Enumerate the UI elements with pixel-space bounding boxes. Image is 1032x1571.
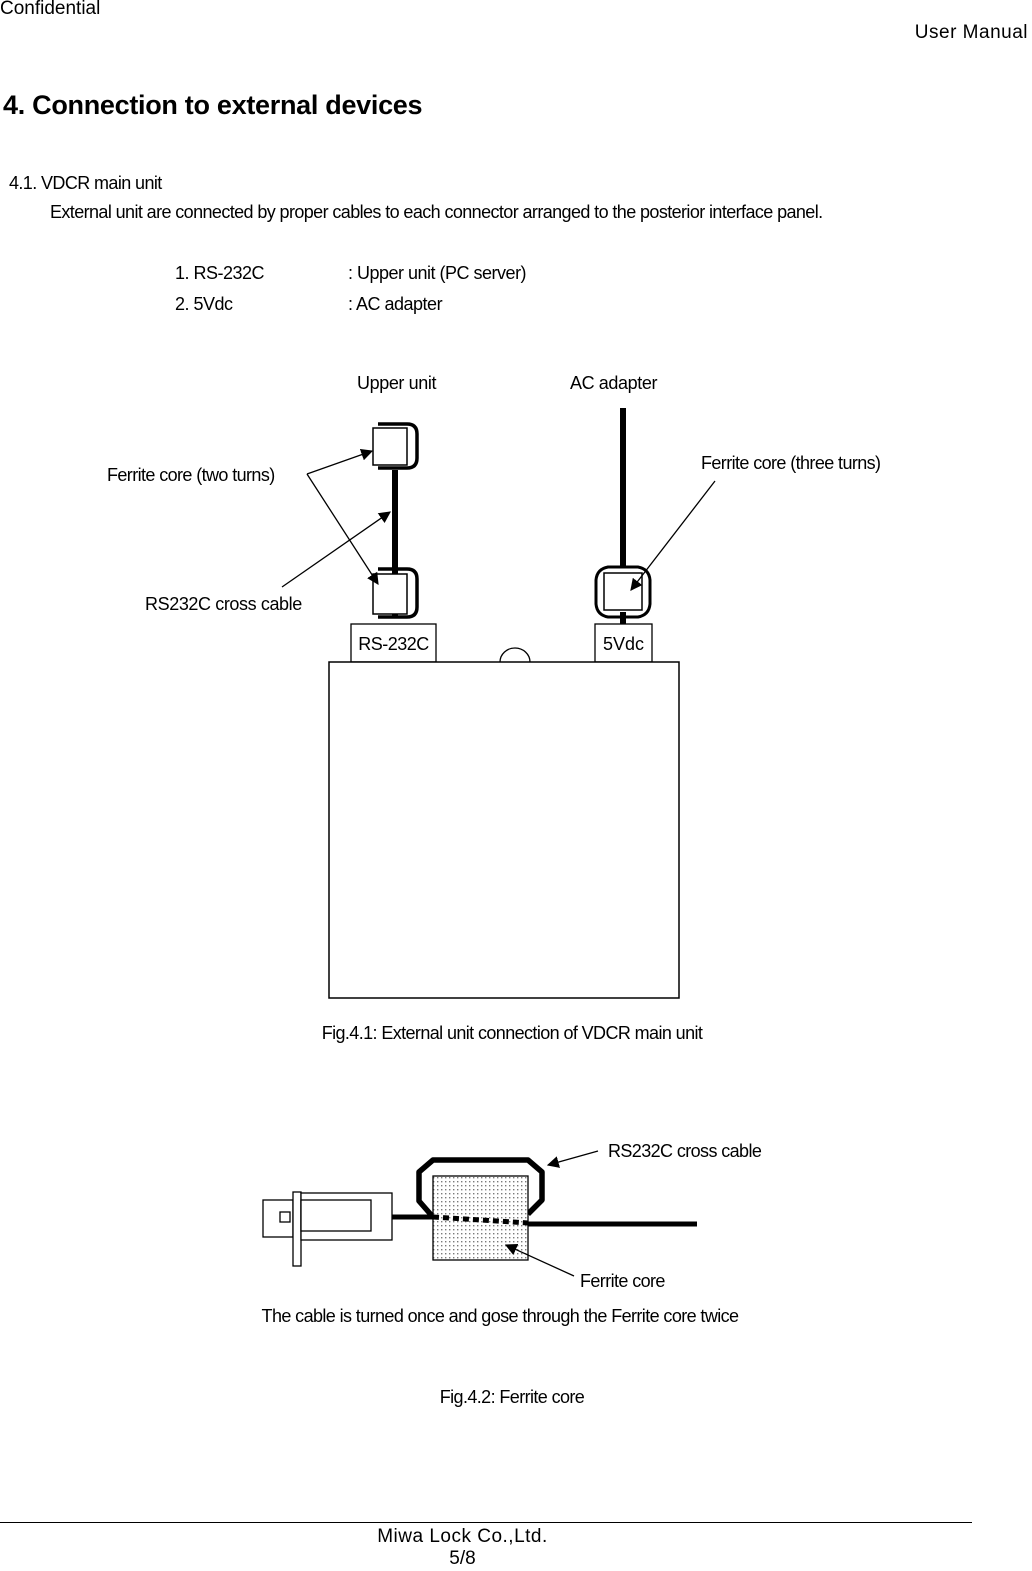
figure-4-2-note: The cable is turned once and gose through the Ferrite core twice: [261, 1306, 739, 1326]
vdcr-main-unit-box: [329, 662, 679, 998]
connector-item-2-label: 2. 5Vdc: [175, 294, 233, 314]
figure-4-1-caption: Fig.4.1: External unit connection of VDCR main unit: [321, 1023, 703, 1043]
section-heading: 4.1. VDCR main unit: [9, 173, 162, 193]
ferrite-two-lower-arrow: [307, 474, 378, 584]
fig2-cable-arrow: [548, 1151, 598, 1165]
plug-inner: [301, 1200, 371, 1231]
upper-ferrite-core: [373, 428, 407, 465]
footer-divider: [0, 1522, 972, 1523]
figure-4-1-diagram: [0, 360, 1032, 1010]
lower-ferrite-core: [373, 574, 407, 614]
upper-unit-label: Upper unit: [357, 373, 437, 393]
ferrite-three-turns-label: Ferrite core (three turns): [701, 453, 881, 473]
footer-page-number: 5/8: [449, 1548, 476, 1569]
plug-flange: [293, 1192, 301, 1266]
fig2-ferrite-label: Ferrite core: [580, 1271, 665, 1291]
ferrite-two-turns-label: Ferrite core (two turns): [107, 465, 275, 485]
ac-adapter-label: AC adapter: [570, 373, 658, 393]
header-manual-title: User Manual: [914, 22, 1028, 43]
fig2-cable-label: RS232C cross cable: [608, 1141, 762, 1161]
rs232c-cable-label: RS232C cross cable: [145, 594, 302, 614]
status-dome: [500, 648, 530, 662]
plug-pin: [280, 1212, 290, 1222]
5vdc-port-label: 5Vdc: [602, 634, 645, 654]
connector-item-1-label: 1. RS-232C: [175, 263, 265, 283]
ferrite-three-arrow: [631, 481, 715, 590]
section-intro: External unit are connected by proper cables to each connector arranged to the posterior interface panel.: [50, 202, 823, 222]
footer-company: Miwa Lock Co.,Ltd.: [377, 1526, 548, 1547]
rs232c-port-label: RS-232C: [358, 634, 429, 654]
connector-item-1-value: : Upper unit (PC server): [348, 263, 527, 283]
figure-4-2-diagram: [0, 1120, 1032, 1300]
figure-4-2-caption: Fig.4.2: Ferrite core: [439, 1387, 585, 1407]
ferrite-two-upper-arrow: [307, 451, 372, 474]
connector-item-2-value: : AC adapter: [348, 294, 443, 314]
page-title: 4. Connection to external devices: [3, 90, 423, 120]
ac-ferrite-core: [604, 573, 642, 610]
header-confidential: Confidential: [0, 0, 101, 19]
